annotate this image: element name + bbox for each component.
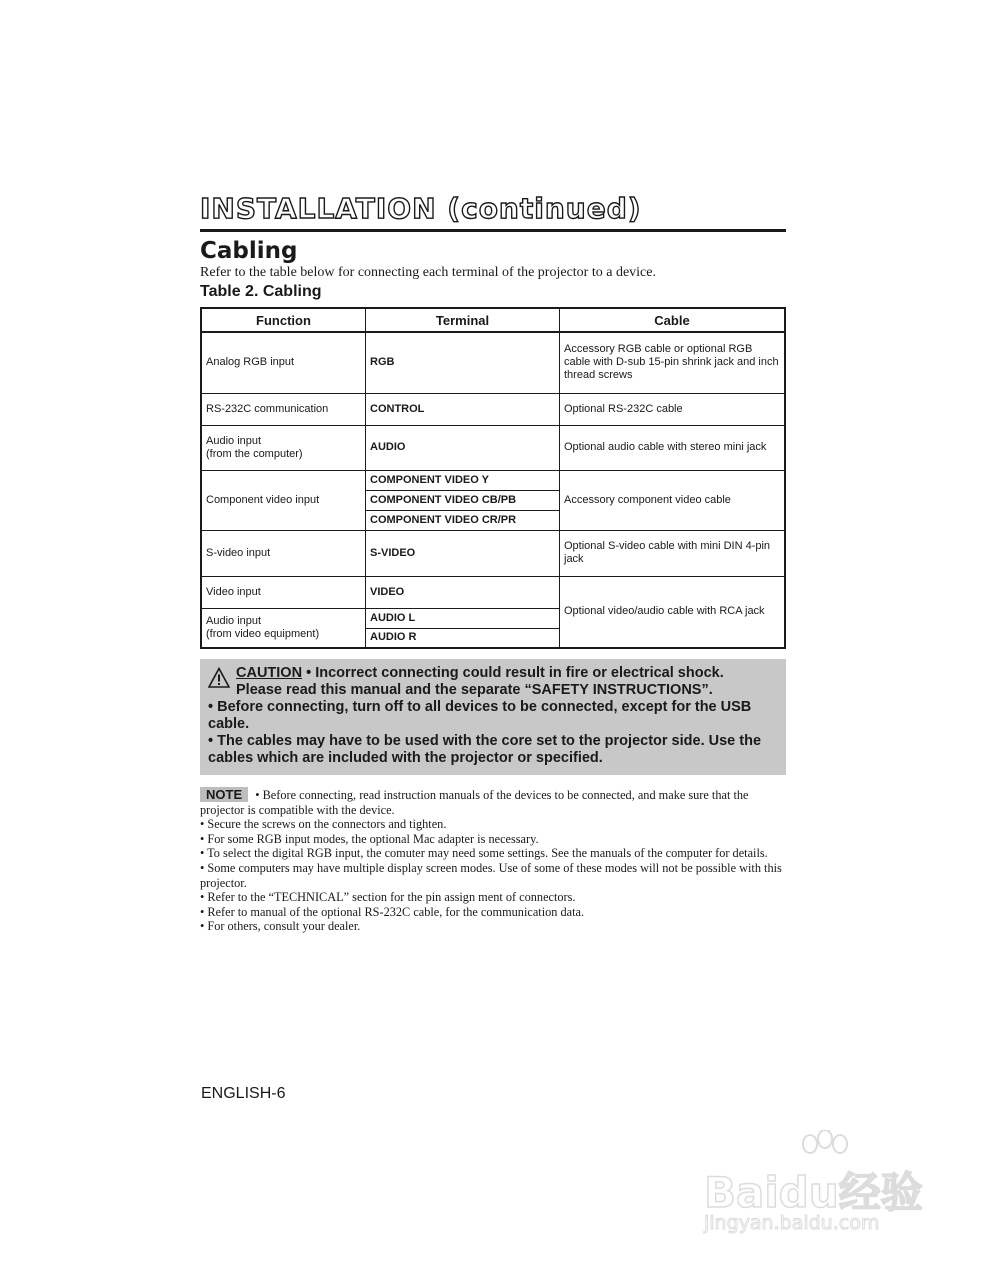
- watermark-text: Baidu经验: [704, 1168, 923, 1217]
- page-number: ENGLISH-6: [201, 1085, 286, 1102]
- cell-function: [201, 608, 366, 648]
- caution-box: [200, 659, 786, 775]
- cell-terminal: S-VIDEO: [366, 530, 560, 576]
- header-terminal: Terminal: [366, 308, 560, 332]
- header-cable: Cable: [560, 308, 786, 332]
- section-title: Cabling: [200, 238, 298, 264]
- cell-terminal: VIDEO: [366, 576, 560, 608]
- table-row: [201, 576, 785, 608]
- caution-text: • Incorrect connecting could result in fire or electrical shock.: [302, 665, 724, 681]
- table-row: [201, 393, 785, 425]
- table-caption: Table 2. Cabling: [200, 283, 322, 300]
- notes-section: [200, 787, 786, 934]
- page-heading: [200, 192, 786, 232]
- cell-cable: Accessory RGB cable or optional RGB cable with D-sub 15-pin shrink jack and inch thread screws: [560, 332, 786, 393]
- cell-terminal: COMPONENT VIDEO CB/PB: [366, 490, 560, 510]
- cell-terminal: CONTROL: [366, 393, 560, 425]
- page-title: INSTALLATION (continued): [200, 192, 642, 225]
- watermark-url: jingyan.baidu.com: [704, 1212, 880, 1234]
- cell-terminal: RGB: [366, 332, 560, 393]
- cell-function: RS-232C communication: [201, 393, 366, 425]
- cell-cable: Optional RS-232C cable: [560, 393, 786, 425]
- header-function: Function: [201, 308, 366, 332]
- note-text: • Before connecting, read instruction manuals of the devices to be connected, and make sure that the projector is compatible with the device.: [200, 788, 749, 817]
- note-item: • For some RGB input modes, the optional Mac adapter is necessary.: [200, 831, 539, 846]
- caution-text: Please read this manual and the separate “SAFETY INSTRUCTIONS”.: [236, 682, 713, 698]
- cell-function: Analog RGB input: [201, 332, 366, 393]
- note-item: • Some computers may have multiple display screen modes. Use of some of these modes will not be possible with this projector.: [200, 860, 782, 890]
- cell-function: [201, 425, 366, 470]
- note-item: [200, 787, 786, 817]
- cell-terminal: COMPONENT VIDEO CR/PR: [366, 510, 560, 530]
- caution-text: • Before connecting, turn off to all devices to be connected, except for the USB cable.: [208, 699, 752, 732]
- table-row: [201, 530, 785, 576]
- cell-function: Video input: [201, 576, 366, 608]
- cell-terminal: AUDIO: [366, 425, 560, 470]
- table-row: [201, 425, 785, 470]
- caution-header: [208, 665, 778, 699]
- table-row: [201, 332, 785, 393]
- note-badge: NOTE: [200, 787, 248, 802]
- cell-cable: Optional video/audio cable with RCA jack: [560, 576, 786, 648]
- cell-function: Component video input: [201, 470, 366, 530]
- note-item: • Refer to the “TECHNICAL” section for the pin assign ment of connectors.: [200, 890, 576, 905]
- cabling-table: [200, 307, 786, 649]
- caution-text: • The cables may have to be used with the core set to the projector side. Use the cables which are included with the projector or specified.: [208, 733, 762, 766]
- function-line: (from the computer): [206, 447, 303, 460]
- function-line: (from video equipment): [206, 627, 320, 640]
- table-header-row: [201, 308, 785, 332]
- cell-cable: Optional S-video cable with mini DIN 4-pin jack: [560, 530, 786, 576]
- cell-cable: Accessory component video cable: [560, 470, 786, 530]
- note-item: • For others, consult your dealer.: [200, 919, 361, 934]
- cell-function: S-video input: [201, 530, 366, 576]
- note-item: • To select the digital RGB input, the comuter may need some settings. See the manuals of the computer for details.: [200, 846, 768, 861]
- intro-text: Refer to the table below for connecting each terminal of the projector to a device.: [200, 265, 656, 280]
- function-line: Audio input: [206, 614, 262, 627]
- warning-icon: [208, 667, 230, 689]
- note-item: • Refer to manual of the optional RS-232C cable, for the communication data.: [200, 904, 585, 919]
- cell-terminal: COMPONENT VIDEO Y: [366, 470, 560, 490]
- caution-label: CAUTION: [236, 665, 303, 681]
- table-row: [201, 470, 785, 490]
- note-item: • Secure the screws on the connectors and tighten.: [200, 817, 447, 832]
- cell-terminal: AUDIO R: [366, 628, 560, 648]
- cell-terminal: AUDIO L: [366, 608, 560, 628]
- cell-cable: Optional audio cable with stereo mini jack: [560, 425, 786, 470]
- function-line: Audio input: [206, 434, 262, 447]
- baidu-watermark: [700, 1130, 940, 1240]
